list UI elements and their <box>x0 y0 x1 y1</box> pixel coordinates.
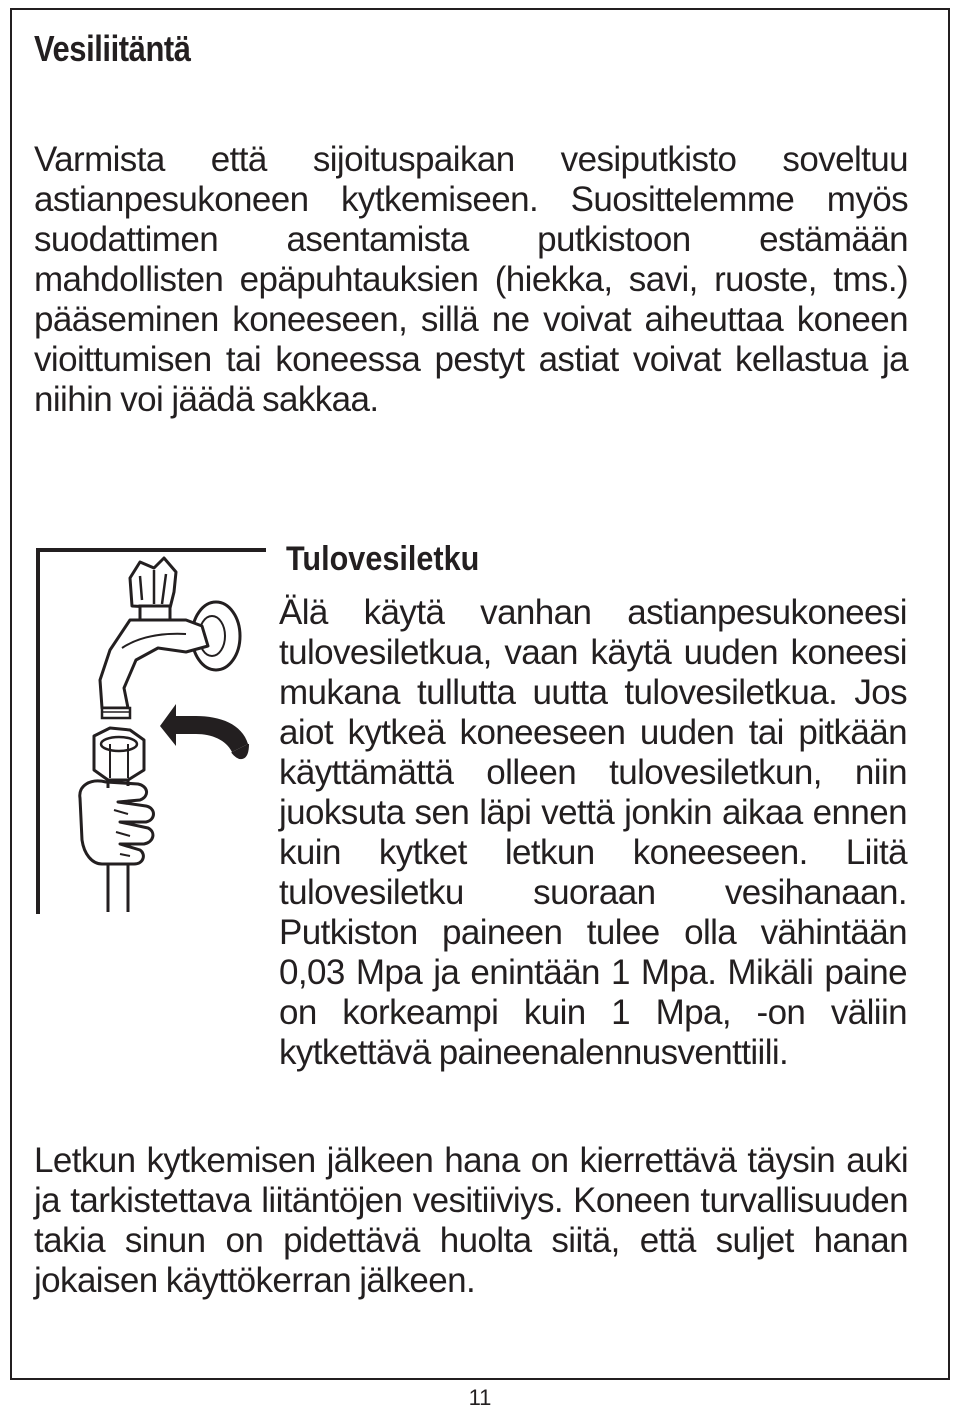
intro-paragraph: Varmista että sijoituspaikan vesiputkisto soveltuu astianpesukoneen kytkemiseen. Suosittelemme myös suodattimen asentamista putkistoon estämään mahdollisten epäpuhtauksien (hiekka, savi, ruoste, tms.) pääseminen koneeseen, sillä ne voivat aiheuttaa koneen vioittumisen tai koneessa pestyt astiat voivat kellastua ja niihin voi jäädä sakkaa. <box>34 140 908 419</box>
after-connection-paragraph: Letkun kytkemisen jälkeen hana on kierrettävä täysin auki ja tarkistettava liitäntöjen vesitiiviys. Koneen turvallisuuden takia sinun on pidettävä huolta siitä, että suljet hanan jokaisen käyttökerran jälkeen. <box>34 1141 908 1300</box>
tap-hose-illustration <box>36 548 270 916</box>
hose-section-text: Älä käytä vanhan astianpesukoneesi tulovesiletkua, vaan käytä uuden koneesi mukana tullutta uutta tulovesiletkua. Jos aiot kytkeä koneeseen uuden tai pitkään käyttämättä olleen tulovesiletkun, niin juoksuta sen läpi vettä jonkin aikaa ennen kuin kytket letkun koneeseen. Liitä tulovesiletku suoraan vesihanaan. Putkiston paineen tulee olla vähintään 0,03 Mpa ja enintään 1 Mpa. Mikäli paine on korkeampi kuin 1 Mpa, -on väliin kytkettävä paineenalennusventtiili. <box>279 593 907 1072</box>
water-tap-hose-connection-icon <box>36 548 270 916</box>
page-title: Vesiliitäntä <box>34 28 191 69</box>
hose-section-title: Tulovesiletku <box>286 540 480 578</box>
page-number: 11 <box>468 1385 492 1410</box>
